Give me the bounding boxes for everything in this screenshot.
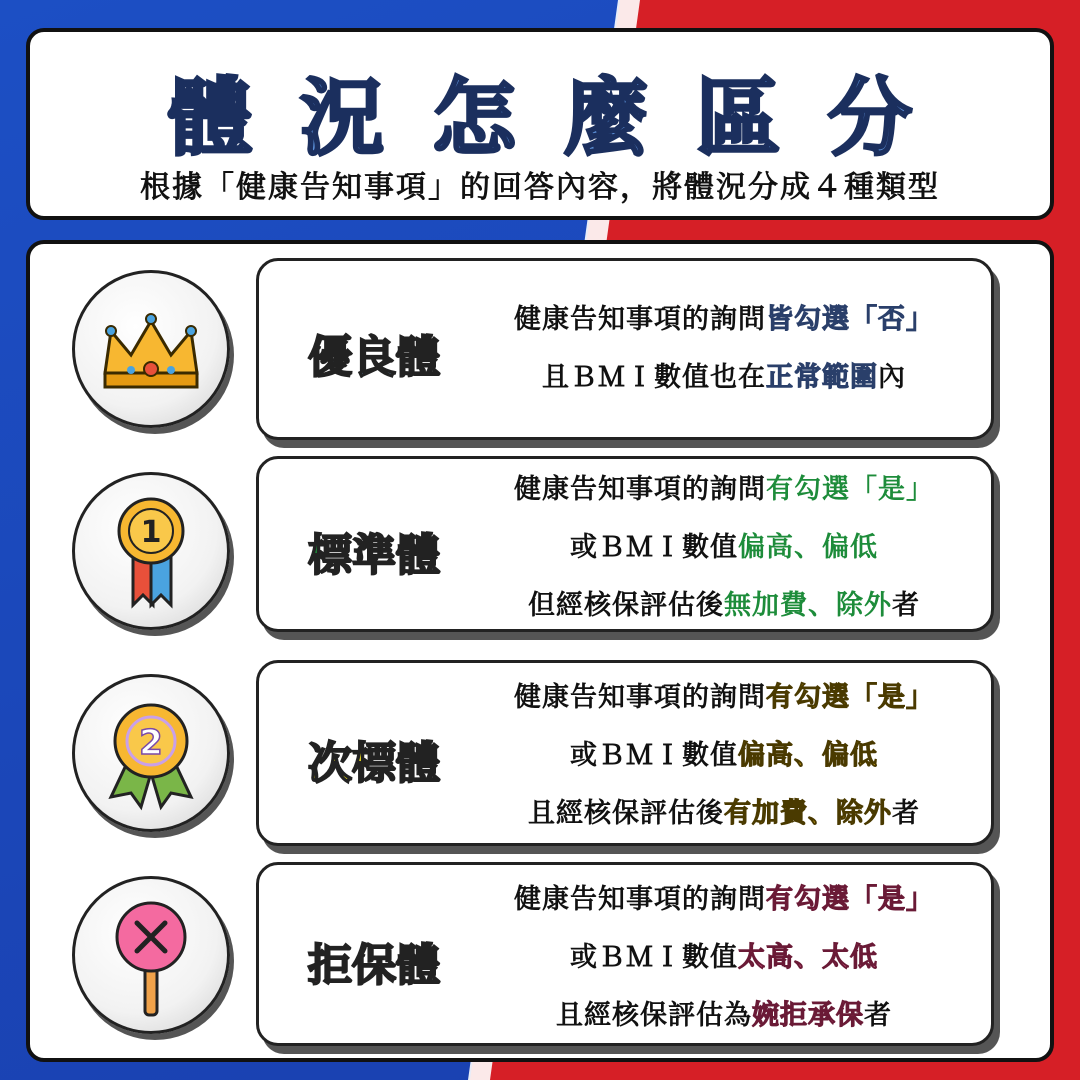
categories-panel <box>26 240 1054 1062</box>
gold-medal-icon <box>75 475 227 627</box>
category-card <box>256 456 994 632</box>
description-line: 或ＢＭＩ數值偏高、偏低 <box>570 740 878 771</box>
reject-badge <box>72 876 230 1034</box>
silver-medal-badge <box>72 674 230 832</box>
category-card <box>256 862 994 1046</box>
description-line: 健康告知事項的詢問有勾選「是」 <box>514 884 934 915</box>
category-description <box>477 291 971 407</box>
description-line: 健康告知事項的詢問皆勾選「否」 <box>514 304 934 335</box>
category-description <box>477 669 971 843</box>
description-line: 且經核保評估為婉拒承保者 <box>556 1000 892 1031</box>
crown-badge <box>72 270 230 428</box>
category-description <box>477 871 971 1045</box>
category-row-standard <box>30 456 1058 646</box>
category-row-excellent <box>30 254 1058 444</box>
svg-text:1: 1 <box>140 515 162 550</box>
description-line: 且經核保評估後有加費、除外者 <box>528 798 920 829</box>
description-line: 但經核保評估後無加費、除外者 <box>528 590 920 621</box>
category-card <box>256 660 994 846</box>
crown-icon <box>75 273 227 425</box>
svg-text:2: 2 <box>139 723 163 763</box>
category-label: 拒保體 <box>308 940 440 991</box>
category-card <box>256 258 994 440</box>
silver-medal-icon <box>75 677 227 829</box>
header-box <box>26 28 1054 220</box>
category-label: 標準體 <box>308 530 440 581</box>
reject-sign-icon <box>75 879 227 1031</box>
description-line: 或ＢＭＩ數值偏高、偏低 <box>570 532 878 563</box>
description-line: 健康告知事項的詢問有勾選「是」 <box>514 682 934 713</box>
category-label: 優良體 <box>308 332 440 383</box>
category-label: 次標體 <box>308 738 440 789</box>
description-line: 且ＢＭＩ數值也在正常範圍內 <box>542 362 906 393</box>
category-row-substandard <box>30 658 1058 848</box>
category-description <box>477 461 971 635</box>
description-line: 或ＢＭＩ數值太高、太低 <box>570 942 878 973</box>
gold-medal-badge <box>72 472 230 630</box>
page-subtitle: 根據「健康告知事項」的回答內容，將體況分成４種類型 <box>140 170 940 205</box>
page-title: 體況怎麼區分 <box>167 69 960 167</box>
description-line: 健康告知事項的詢問有勾選「是」 <box>514 474 934 505</box>
category-row-declined <box>30 860 1058 1050</box>
